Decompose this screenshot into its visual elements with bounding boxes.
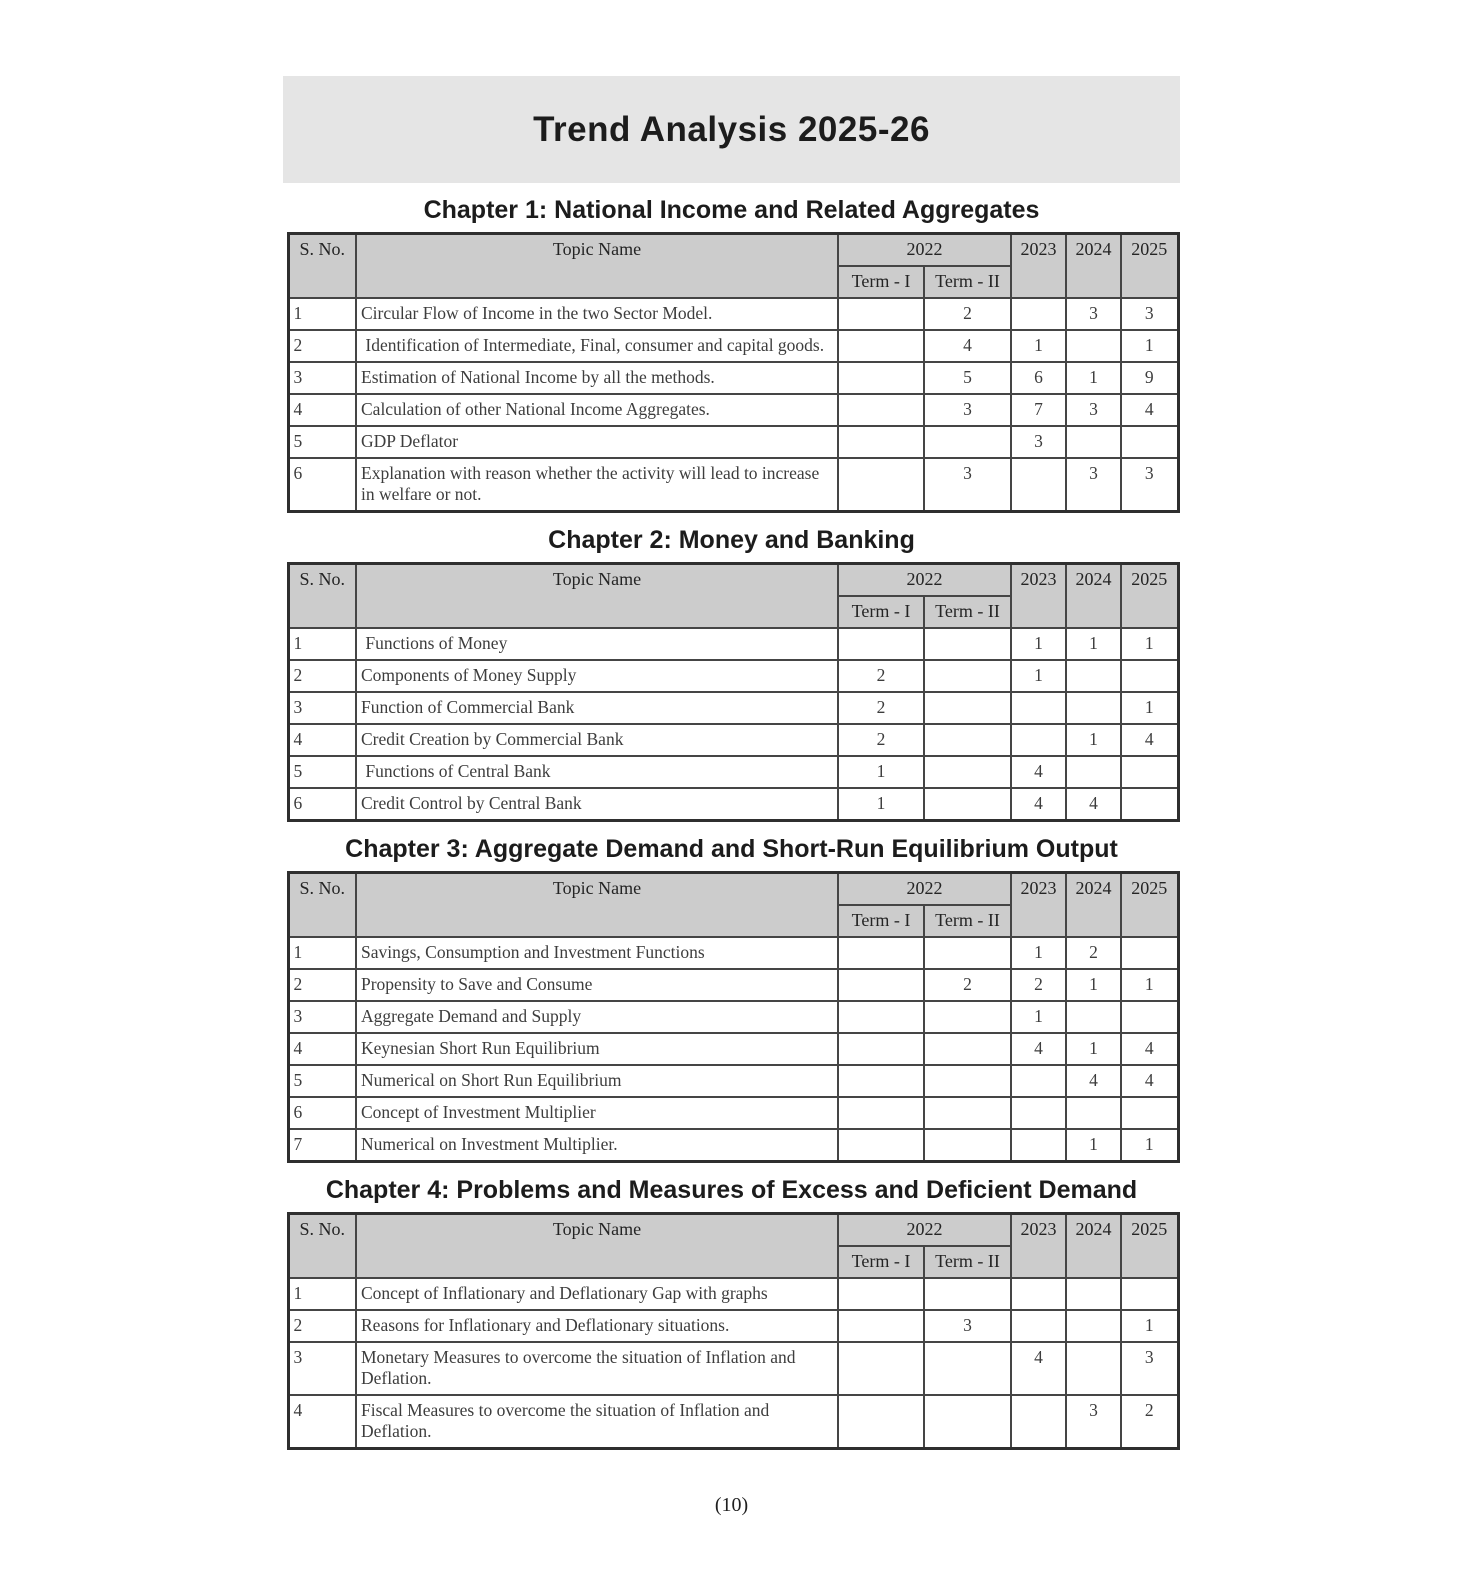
header-sno: S. No. [288,564,356,629]
header-2024: 2024 [1066,234,1121,299]
term2-cell [924,1395,1011,1449]
y2023-cell [1011,1065,1066,1097]
header-2025: 2025 [1121,873,1178,938]
y2024-cell [1066,692,1121,724]
y2024-cell [1066,426,1121,458]
table-row [288,394,1178,426]
header-2024: 2024 [1066,564,1121,629]
y2023-cell: 1 [1011,937,1066,969]
term2-cell: 2 [924,298,1011,330]
chapter-section [287,196,1177,513]
y2025-cell: 4 [1121,1033,1178,1065]
y2024-cell [1066,1310,1121,1342]
header-2024: 2024 [1066,1214,1121,1279]
y2024-cell [1066,1097,1121,1129]
table-header [288,564,1178,629]
header-term1: Term - I [838,596,924,628]
y2023-cell [1011,724,1066,756]
term1-cell [838,1342,924,1395]
y2024-cell: 1 [1066,724,1121,756]
table-row [288,1395,1178,1449]
sno-cell: 2 [288,330,356,362]
topic-cell: GDP Deflator [356,426,838,458]
topic-cell: Credit Creation by Commercial Bank [356,724,838,756]
header-2025: 2025 [1121,1214,1178,1279]
trend-table [287,562,1180,822]
y2023-cell [1011,1310,1066,1342]
y2025-cell [1121,660,1178,692]
y2023-cell: 4 [1011,756,1066,788]
sno-cell: 1 [288,628,356,660]
y2023-cell: 1 [1011,330,1066,362]
y2024-cell [1066,1001,1121,1033]
term2-cell [924,692,1011,724]
sno-cell: 5 [288,1065,356,1097]
term2-cell [924,937,1011,969]
chapter-title: Chapter 2: Money and Banking [548,526,915,554]
page-title: Trend Analysis 2025-26 [533,109,930,149]
y2024-cell: 1 [1066,969,1121,1001]
header-topic: Topic Name [356,873,838,938]
sno-cell: 2 [288,660,356,692]
sno-cell: 3 [288,362,356,394]
y2023-cell: 3 [1011,426,1066,458]
y2024-cell [1066,660,1121,692]
topic-cell: Propensity to Save and Consume [356,969,838,1001]
sno-cell: 3 [288,692,356,724]
table-header [288,1214,1178,1279]
term1-cell [838,1097,924,1129]
y2024-cell [1066,330,1121,362]
header-term2: Term - II [924,596,1011,628]
topic-cell: Circular Flow of Income in the two Sector Model. [356,298,838,330]
header-2022: 2022 [838,234,1011,267]
y2025-cell: 1 [1121,330,1178,362]
table-row [288,628,1178,660]
y2023-cell: 6 [1011,362,1066,394]
table-header [288,234,1178,299]
term1-cell: 2 [838,660,924,692]
table-row [288,1097,1178,1129]
table-row [288,969,1178,1001]
sno-cell: 5 [288,756,356,788]
term2-cell: 2 [924,969,1011,1001]
topic-cell: Numerical on Short Run Equilibrium [356,1065,838,1097]
y2024-cell: 3 [1066,1395,1121,1449]
term2-cell [924,1097,1011,1129]
term2-cell [924,1342,1011,1395]
table-row [288,362,1178,394]
chapter-title: Chapter 4: Problems and Measures of Excess and Deficient Demand [325,1176,1138,1204]
header-2023: 2023 [1011,564,1066,629]
trend-table [287,232,1180,513]
header-term1: Term - I [838,905,924,937]
y2023-cell: 4 [1011,788,1066,821]
table-row [288,298,1178,330]
y2023-cell [1011,1097,1066,1129]
y2023-cell [1011,1395,1066,1449]
sno-cell: 4 [288,1033,356,1065]
term1-cell [838,458,924,512]
topic-cell: Explanation with reason whether the activity will lead to increase in welfare or not. [356,458,838,512]
header-topic: Topic Name [356,1214,838,1279]
y2025-cell: 1 [1121,1129,1178,1162]
y2025-cell [1121,1278,1178,1310]
title-banner [283,76,1180,183]
term1-cell [838,969,924,1001]
term2-cell [924,426,1011,458]
page-number: (10) [714,1494,749,1516]
header-2025: 2025 [1121,564,1178,629]
sno-cell: 4 [288,394,356,426]
y2025-cell: 1 [1121,692,1178,724]
y2025-cell [1121,1097,1178,1129]
header-term1: Term - I [838,266,924,298]
y2025-cell: 3 [1121,298,1178,330]
topic-cell: Functions of Money [356,628,838,660]
sno-cell: 1 [288,937,356,969]
y2024-cell: 3 [1066,394,1121,426]
sno-cell: 4 [288,1395,356,1449]
sno-cell: 6 [288,458,356,512]
header-sno: S. No. [288,234,356,299]
term2-cell [924,1001,1011,1033]
y2023-cell: 2 [1011,969,1066,1001]
sno-cell: 1 [288,298,356,330]
term2-cell: 3 [924,1310,1011,1342]
term1-cell: 2 [838,724,924,756]
sno-cell: 2 [288,1310,356,1342]
term1-cell [838,628,924,660]
term1-cell [838,1395,924,1449]
trend-table [287,871,1180,1163]
header-2022: 2022 [838,564,1011,597]
topic-cell: Concept of Inflationary and Deflationary Gap with graphs [356,1278,838,1310]
term1-cell [838,937,924,969]
sno-cell: 2 [288,969,356,1001]
y2024-cell [1066,756,1121,788]
y2025-cell [1121,1001,1178,1033]
topic-cell: Credit Control by Central Bank [356,788,838,821]
term1-cell: 1 [838,788,924,821]
sno-cell: 3 [288,1001,356,1033]
sno-cell: 6 [288,1097,356,1129]
y2025-cell: 4 [1121,1065,1178,1097]
topic-cell: Components of Money Supply [356,660,838,692]
term2-cell: 5 [924,362,1011,394]
term1-cell [838,298,924,330]
table-row [288,724,1178,756]
sno-cell: 3 [288,1342,356,1395]
topic-cell: Reasons for Inflationary and Deflationary situations. [356,1310,838,1342]
header-2023: 2023 [1011,1214,1066,1279]
y2023-cell: 1 [1011,628,1066,660]
term2-cell [924,756,1011,788]
term2-cell [924,1065,1011,1097]
topic-cell: Identification of Intermediate, Final, consumer and capital goods. [356,330,838,362]
topic-cell: Monetary Measures to overcome the situation of Inflation and Deflation. [356,1342,838,1395]
header-term2: Term - II [924,266,1011,298]
y2025-cell: 1 [1121,628,1178,660]
term1-cell [838,362,924,394]
y2023-cell: 4 [1011,1033,1066,1065]
header-2022: 2022 [838,1214,1011,1247]
header-2023: 2023 [1011,234,1066,299]
y2024-cell: 4 [1066,1065,1121,1097]
header-sno: S. No. [288,873,356,938]
topic-cell: Function of Commercial Bank [356,692,838,724]
term2-cell [924,628,1011,660]
term2-cell [924,1129,1011,1162]
y2024-cell: 1 [1066,1129,1121,1162]
table-row [288,692,1178,724]
term1-cell [838,1278,924,1310]
y2024-cell: 4 [1066,788,1121,821]
term2-cell [924,660,1011,692]
table-row [288,660,1178,692]
header-2024: 2024 [1066,873,1121,938]
sno-cell: 6 [288,788,356,821]
topic-cell: Numerical on Investment Multiplier. [356,1129,838,1162]
table-row [288,1129,1178,1162]
table-row [288,937,1178,969]
table-row [288,756,1178,788]
table-body [288,628,1178,821]
header-2022: 2022 [838,873,1011,906]
table-body [288,1278,1178,1449]
y2023-cell: 1 [1011,1001,1066,1033]
term1-cell: 2 [838,692,924,724]
chapter-section [287,526,1177,822]
chapter-section [287,1176,1177,1450]
chapters-container [287,196,1177,1450]
topic-cell: Savings, Consumption and Investment Functions [356,937,838,969]
table-row [288,1310,1178,1342]
sno-cell: 1 [288,1278,356,1310]
header-topic: Topic Name [356,234,838,299]
table-row [288,1065,1178,1097]
header-topic: Topic Name [356,564,838,629]
y2025-cell: 3 [1121,1342,1178,1395]
topic-cell: Fiscal Measures to overcome the situation of Inflation and Deflation. [356,1395,838,1449]
y2024-cell: 3 [1066,458,1121,512]
y2025-cell [1121,426,1178,458]
table-body [288,937,1178,1162]
y2023-cell [1011,1278,1066,1310]
y2024-cell: 3 [1066,298,1121,330]
y2023-cell [1011,298,1066,330]
term1-cell: 1 [838,756,924,788]
term1-cell [838,1065,924,1097]
table-body [288,298,1178,512]
trend-table [287,1212,1180,1450]
header-2023: 2023 [1011,873,1066,938]
table-row [288,1278,1178,1310]
y2025-cell: 3 [1121,458,1178,512]
header-term1: Term - I [838,1246,924,1278]
y2024-cell: 2 [1066,937,1121,969]
term1-cell [838,330,924,362]
topic-cell: Calculation of other National Income Aggregates. [356,394,838,426]
sno-cell: 7 [288,1129,356,1162]
table-row [288,330,1178,362]
y2025-cell: 1 [1121,969,1178,1001]
header-2025: 2025 [1121,234,1178,299]
sno-cell: 4 [288,724,356,756]
y2025-cell: 9 [1121,362,1178,394]
topic-cell: Functions of Central Bank [356,756,838,788]
term1-cell [838,1033,924,1065]
term2-cell: 3 [924,458,1011,512]
y2023-cell [1011,1129,1066,1162]
topic-cell: Keynesian Short Run Equilibrium [356,1033,838,1065]
table-row [288,1001,1178,1033]
term2-cell [924,1033,1011,1065]
y2023-cell: 1 [1011,660,1066,692]
y2025-cell: 4 [1121,394,1178,426]
y2024-cell: 1 [1066,628,1121,660]
term1-cell [838,1129,924,1162]
table-row [288,458,1178,512]
y2023-cell: 7 [1011,394,1066,426]
y2025-cell [1121,937,1178,969]
header-term2: Term - II [924,1246,1011,1278]
document-page [0,76,1463,1576]
y2025-cell: 1 [1121,1310,1178,1342]
table-row [288,788,1178,821]
y2025-cell [1121,756,1178,788]
y2023-cell: 4 [1011,1342,1066,1395]
chapter-section [287,835,1177,1163]
table-row [288,1033,1178,1065]
y2023-cell [1011,692,1066,724]
table-row [288,1342,1178,1395]
y2024-cell: 1 [1066,362,1121,394]
table-row [288,426,1178,458]
sno-cell: 5 [288,426,356,458]
y2024-cell: 1 [1066,1033,1121,1065]
y2024-cell [1066,1278,1121,1310]
topic-cell: Aggregate Demand and Supply [356,1001,838,1033]
term2-cell: 4 [924,330,1011,362]
topic-cell: Concept of Investment Multiplier [356,1097,838,1129]
topic-cell: Estimation of National Income by all the methods. [356,362,838,394]
term2-cell [924,1278,1011,1310]
term2-cell: 3 [924,394,1011,426]
term1-cell [838,426,924,458]
y2024-cell [1066,1342,1121,1395]
term2-cell [924,788,1011,821]
table-header [288,873,1178,938]
y2025-cell: 4 [1121,724,1178,756]
header-sno: S. No. [288,1214,356,1279]
term1-cell [838,1310,924,1342]
chapter-title: Chapter 3: Aggregate Demand and Short-Run Equilibrium Output [345,835,1118,863]
y2025-cell [1121,788,1178,821]
y2023-cell [1011,458,1066,512]
term1-cell [838,394,924,426]
term1-cell [838,1001,924,1033]
header-term2: Term - II [924,905,1011,937]
chapter-title: Chapter 1: National Income and Related Aggregates [423,196,1040,224]
term2-cell [924,724,1011,756]
y2025-cell: 2 [1121,1395,1178,1449]
